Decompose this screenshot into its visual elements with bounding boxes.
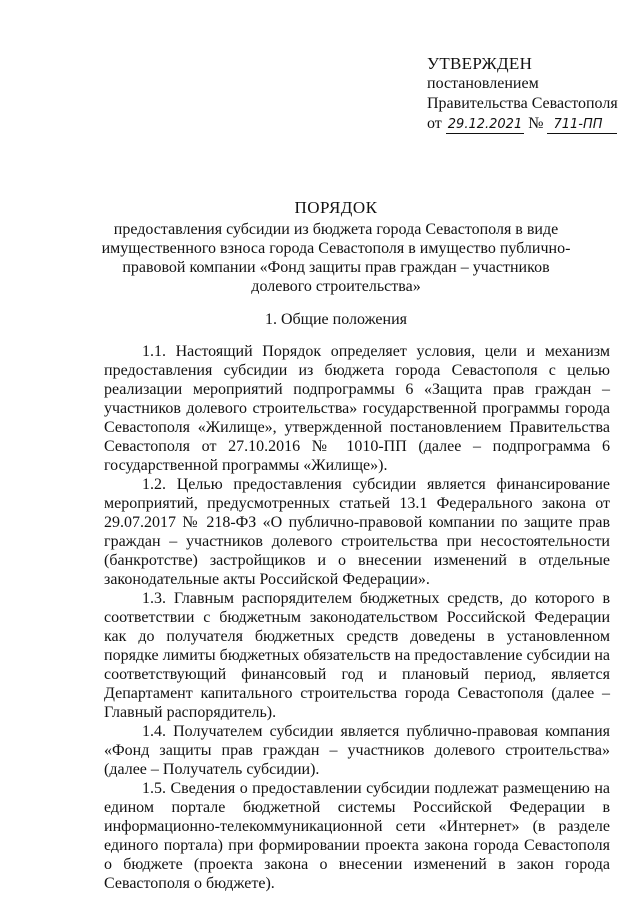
section-body: [104, 342, 610, 893]
paragraph-1-4: 1.4. Получателем субсидии является публично-правовая компания «Фонд защиты прав граждан – участников долевого строительства» (далее – Получатель субсидии).: [104, 723, 610, 778]
document-title: ПОРЯДОК: [294, 198, 378, 217]
approval-title: УТВЕРЖДЕН: [427, 54, 533, 73]
section-title: 1. Общие положения: [264, 311, 408, 328]
paragraph-1-1: 1.1. Настоящий Порядок определяет условия, цели и механизм предоставления субсидии из бюджета города Севастополя с целью реализации мероприятий подпрограммы 6 «Защита прав граждан – участников долевого строительства» государственной программы города Севастополя «Жилище», утвержденной постановлением Правительства Севастополя от 27.10.2016 № 1010-ПП (далее – подпрограмма 6 государственной программы «Жилище»).: [104, 343, 610, 474]
date-prefix: от: [427, 115, 442, 132]
approval-stamp: [427, 54, 632, 134]
paragraph-1-5: 1.5. Сведения о предоставлении субсидии подлежат размещению на едином портале бюджетной системы Российской Федерации в информационно-телекоммуникационной сети «Интернет» (в разделе единого портала) при формировании проекта закона города Севастополя о бюджете (проекта закона о внесении изменений в закон города Севастополя о бюджете).: [104, 780, 610, 892]
handwritten-number: 711-ПП: [547, 117, 616, 134]
approval-line-government: Правительства Севастополя: [427, 95, 618, 112]
handwritten-date: 29.12.2021: [447, 117, 523, 132]
approval-date-line: [427, 114, 632, 134]
document-subtitle: предоставления субсидии из бюджета города Севастополя в виде имущественного взноса города Севастополя в имущество публично-правовой компании «Фонд защиты прав граждан – участников долевого строительства»: [101, 221, 571, 295]
number-prefix: №: [528, 115, 544, 132]
paragraph-1-3: 1.3. Главным распорядителем бюджетных средств, до которого в соответствии с бюджетным законодательством Российской Федерации как до получателя бюджетных средств доведены в установленном порядке лимиты бюджетных обязательств на предоставление субсидии на соответствующий финансовый год и плановый период, является Департамент капитального строительства города Севастополя (далее – Главный распорядитель).: [104, 590, 610, 721]
approval-line-decree: постановлением: [427, 75, 539, 92]
paragraph-1-2: 1.2. Целью предоставления субсидии является финансирование мероприятий, предусмотренных статьей 13.1 Федерального закона от 29.07.2017 № 218-ФЗ «О публично-правовой компании по защите прав граждан – участников долевого строительства при несостоятельности (банкротстве) застройщиков и о внесении изменений в отдельные законодательные акты Российской Федерации».: [104, 476, 610, 588]
